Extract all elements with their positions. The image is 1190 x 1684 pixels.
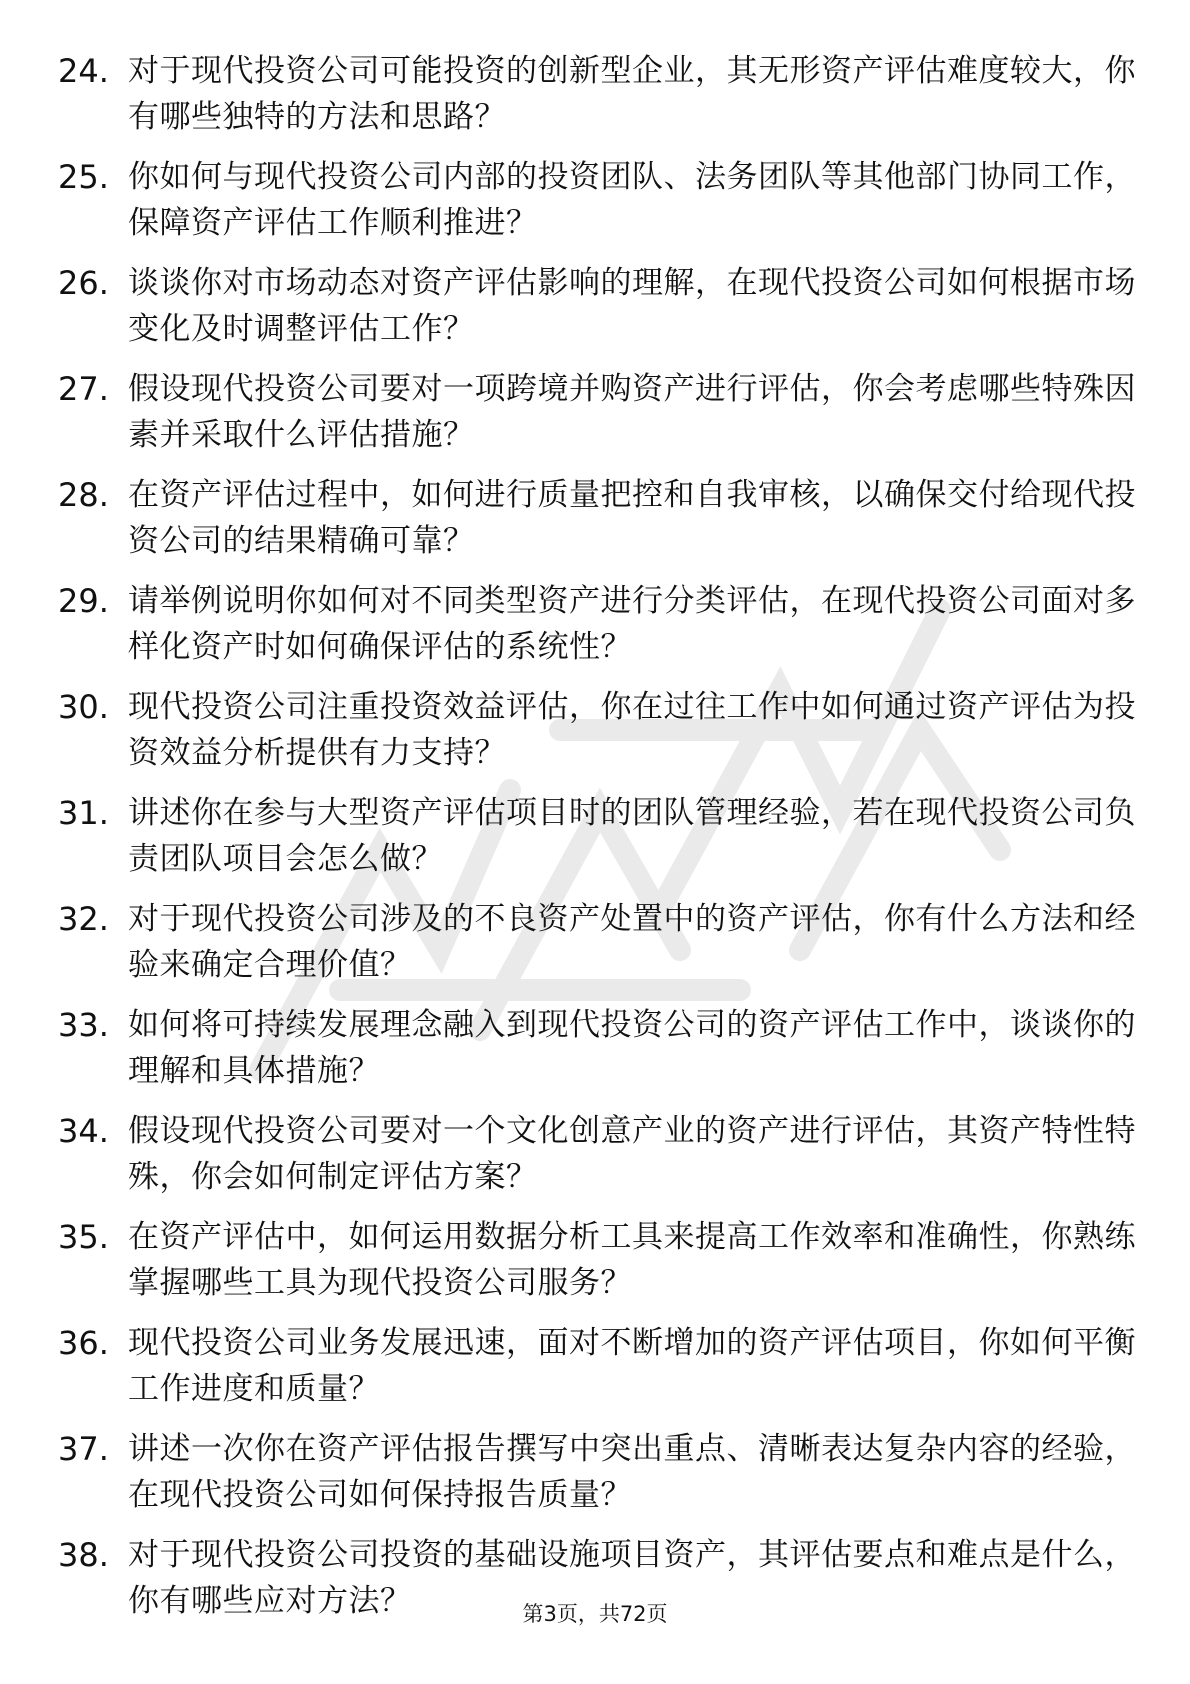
question-text: 假设现代投资公司要对一个文化创意产业的资产进行评估，其资产特性特殊，你会如何制定评估方案？ (128, 1113, 1136, 1195)
question-number: 36. (58, 1324, 109, 1362)
question-number: 28. (58, 476, 109, 514)
question-item (58, 578, 1138, 672)
question-text: 在资产评估过程中，如何进行质量把控和自我审核，以确保交付给现代投资公司的结果精确可靠？ (128, 477, 1136, 559)
question-number: 37. (58, 1430, 109, 1468)
question-text: 讲述你在参与大型资产评估项目时的团队管理经验，若在现代投资公司负责团队项目会怎么做？ (128, 795, 1136, 877)
question-number: 38. (58, 1536, 109, 1574)
question-text: 讲述一次你在资产评估报告撰写中突出重点、清晰表达复杂内容的经验，在现代投资公司如何保持报告质量？ (128, 1431, 1136, 1513)
question-text: 对于现代投资公司投资的基础设施项目资产，其评估要点和难点是什么，你有哪些应对方法？ (128, 1537, 1136, 1619)
question-number: 25. (58, 158, 109, 196)
question-number: 35. (58, 1218, 109, 1256)
question-text: 现代投资公司注重投资效益评估，你在过往工作中如何通过资产评估为投资效益分析提供有力支持？ (128, 689, 1136, 771)
question-number: 32. (58, 900, 109, 938)
question-item (58, 1426, 1138, 1520)
question-item (58, 48, 1138, 142)
question-text: 现代投资公司业务发展迅速，面对不断增加的资产评估项目，你如何平衡工作进度和质量？ (128, 1325, 1136, 1407)
question-item (58, 790, 1138, 884)
question-text: 对于现代投资公司可能投资的创新型企业，其无形资产评估难度较大，你有哪些独特的方法和思路？ (128, 53, 1136, 135)
question-text: 请举例说明你如何对不同类型资产进行分类评估，在现代投资公司面对多样化资产时如何确保评估的系统性？ (128, 583, 1136, 665)
question-item (58, 1214, 1138, 1308)
page-number: 第3页，共72页 (522, 1602, 668, 1626)
question-number: 31. (58, 794, 109, 832)
question-number: 24. (58, 52, 109, 90)
question-number: 27. (58, 370, 109, 408)
question-text: 假设现代投资公司要对一项跨境并购资产进行评估，你会考虑哪些特殊因素并采取什么评估措施？ (128, 371, 1136, 453)
question-text: 如何将可持续发展理念融入到现代投资公司的资产评估工作中，谈谈你的理解和具体措施？ (128, 1007, 1136, 1089)
question-item (58, 472, 1138, 566)
question-number: 33. (58, 1006, 109, 1044)
question-item (58, 260, 1138, 354)
question-number: 30. (58, 688, 109, 726)
question-item (58, 1320, 1138, 1414)
question-number: 34. (58, 1112, 109, 1150)
question-item (58, 684, 1138, 778)
question-item (58, 154, 1138, 248)
question-list (58, 48, 1138, 1638)
question-number: 26. (58, 264, 109, 302)
question-item (58, 1002, 1138, 1096)
question-text: 谈谈你对市场动态对资产评估影响的理解，在现代投资公司如何根据市场变化及时调整评估工作？ (128, 265, 1136, 347)
question-text: 在资产评估中，如何运用数据分析工具来提高工作效率和准确性，你熟练掌握哪些工具为现代投资公司服务？ (128, 1219, 1136, 1301)
question-item (58, 896, 1138, 990)
question-number: 29. (58, 582, 109, 620)
question-item (58, 1108, 1138, 1202)
question-text: 对于现代投资公司涉及的不良资产处置中的资产评估，你有什么方法和经验来确定合理价值？ (128, 901, 1136, 983)
question-text: 你如何与现代投资公司内部的投资团队、法务团队等其他部门协同工作，保障资产评估工作顺利推进？ (128, 159, 1136, 241)
question-item (58, 366, 1138, 460)
